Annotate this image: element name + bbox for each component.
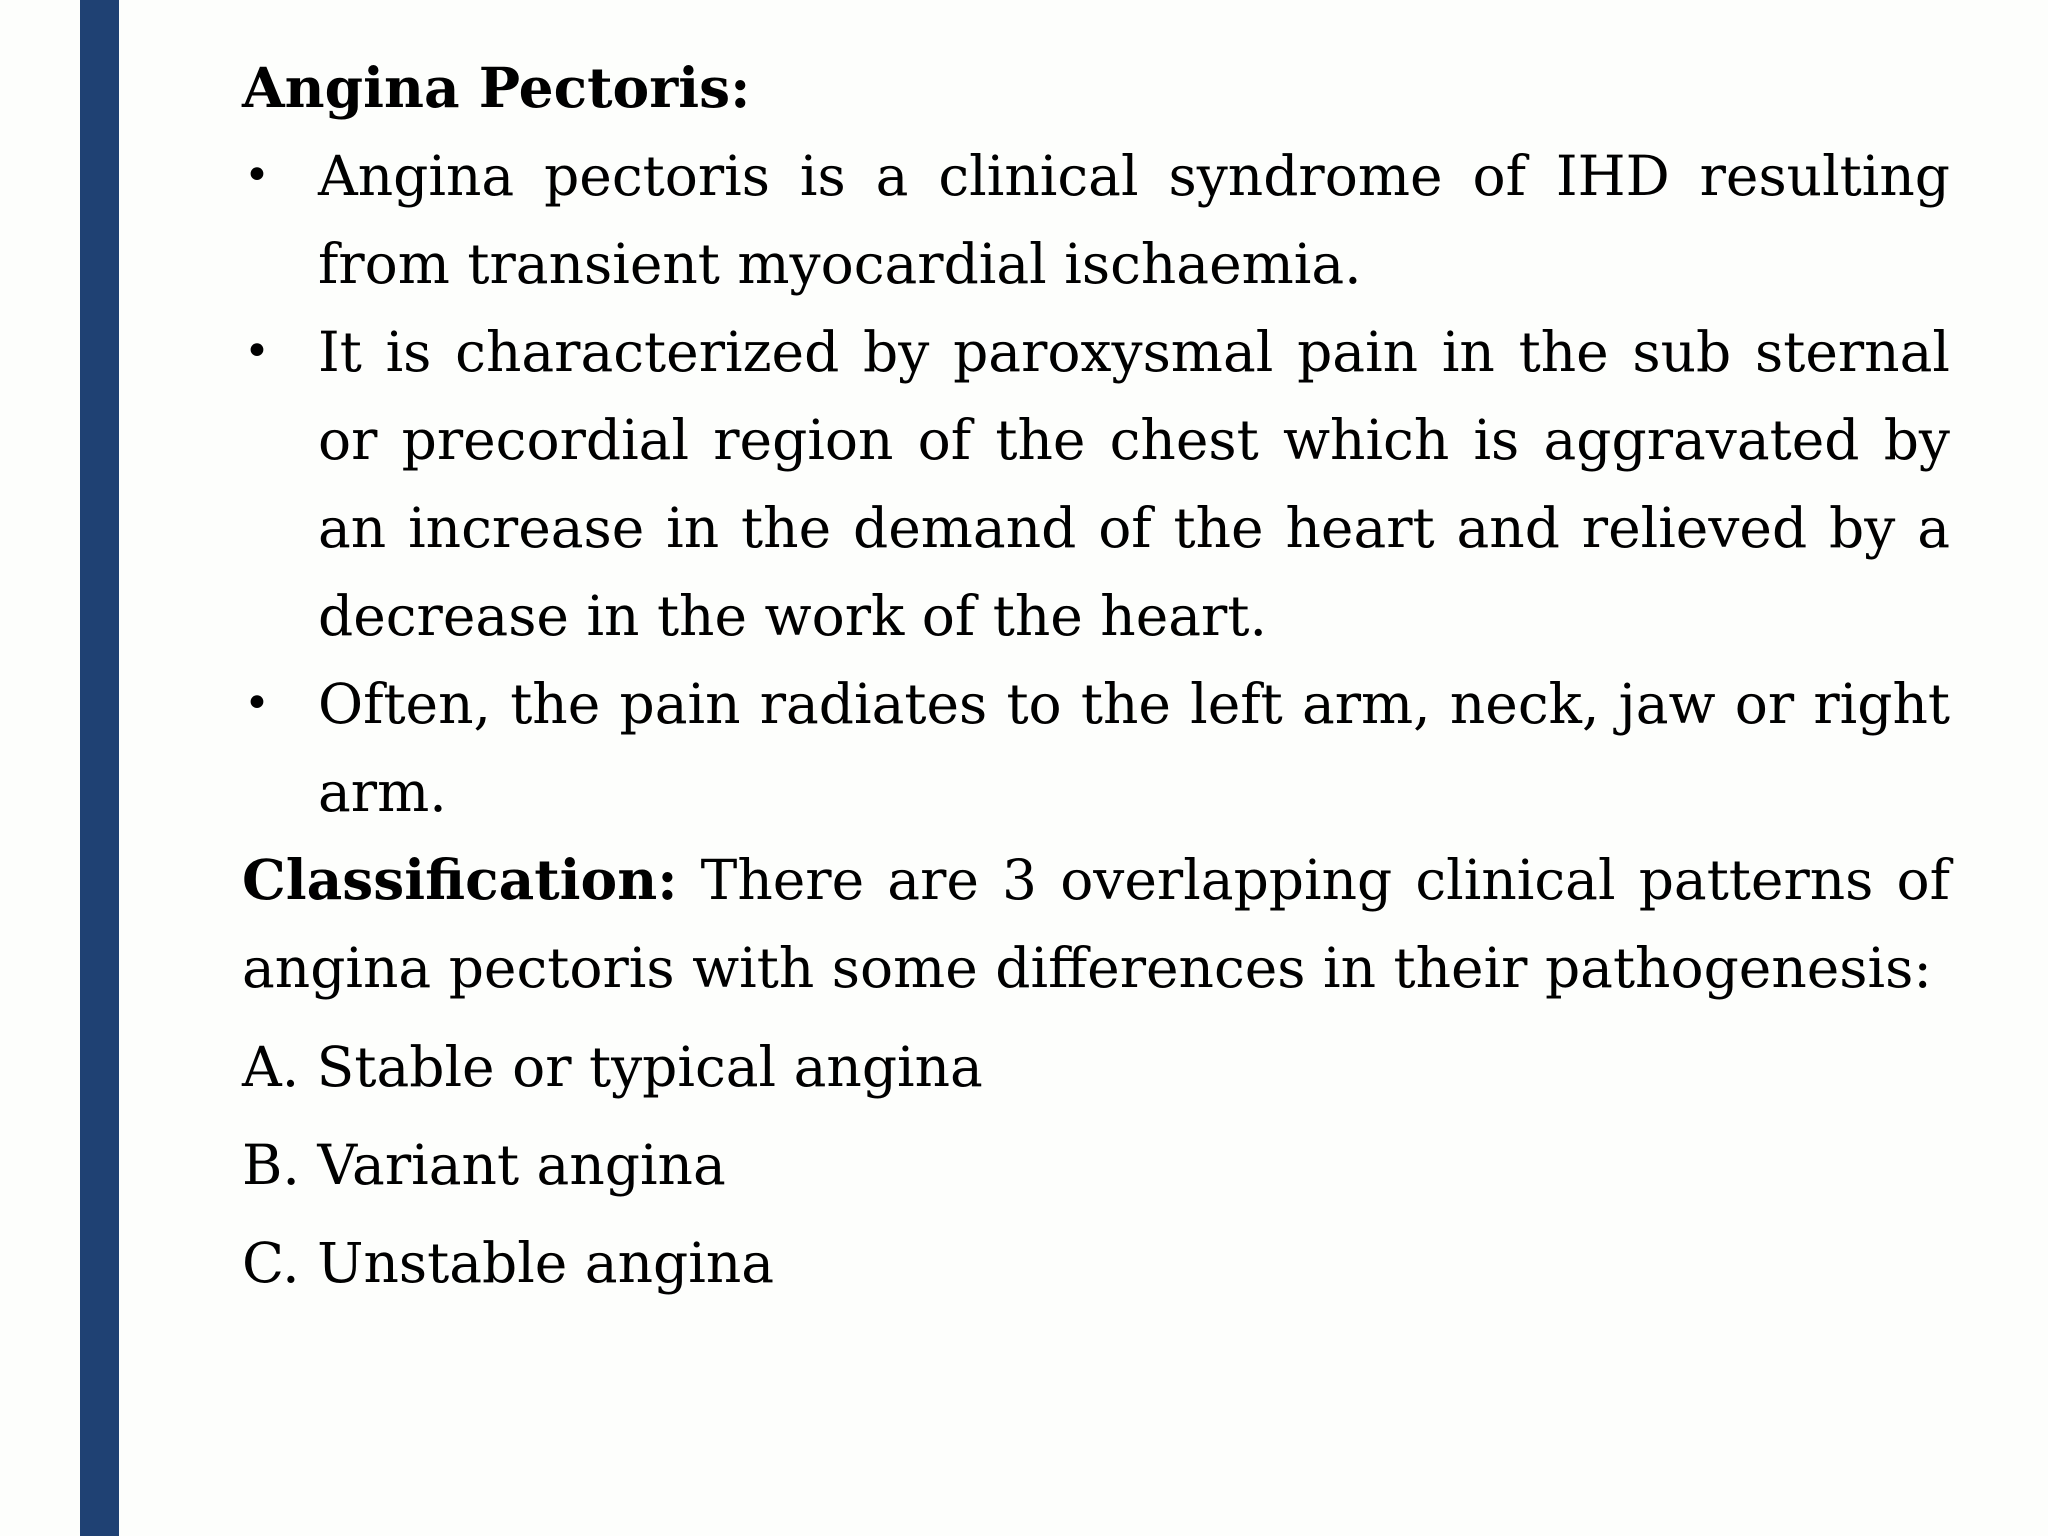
bullet-text: It is characterized by paroxysmal pain in the sub sternal or precordial region of the chest which is aggravated by an increase in the demand of the heart and relieved by a decrease in the work of the heart. bbox=[318, 320, 1950, 648]
bullet-icon: • bbox=[244, 150, 270, 201]
angina-types-list bbox=[242, 1018, 1950, 1312]
bullet-text: Often, the pain radiates to the left arm, neck, jaw or right arm. bbox=[318, 672, 1950, 824]
bullet-icon: • bbox=[244, 326, 270, 377]
bullet-text: Angina pectoris is a clinical syndrome of IHD resulting from transient myocardial ischaemia. bbox=[318, 144, 1950, 296]
bullet-list bbox=[242, 132, 1950, 836]
section-heading: Angina Pectoris: bbox=[242, 55, 751, 120]
classification-text: There are 3 overlapping clinical patterns of angina pectoris with some differences in their pathogenesis: bbox=[242, 848, 1950, 1000]
bullet-item bbox=[242, 308, 1950, 660]
bullet-item bbox=[242, 660, 1950, 836]
classification-label: Classification: bbox=[242, 847, 678, 912]
angina-type-item: C. Unstable angina bbox=[242, 1231, 775, 1295]
angina-type-item: A. Stable or typical angina bbox=[242, 1035, 983, 1099]
angina-type-item: B. Variant angina bbox=[242, 1133, 726, 1197]
slide-content bbox=[242, 44, 1950, 1312]
bullet-item bbox=[242, 132, 1950, 308]
bullet-icon: • bbox=[244, 678, 270, 729]
accent-bar bbox=[80, 0, 119, 1536]
classification-paragraph bbox=[242, 836, 1950, 1012]
